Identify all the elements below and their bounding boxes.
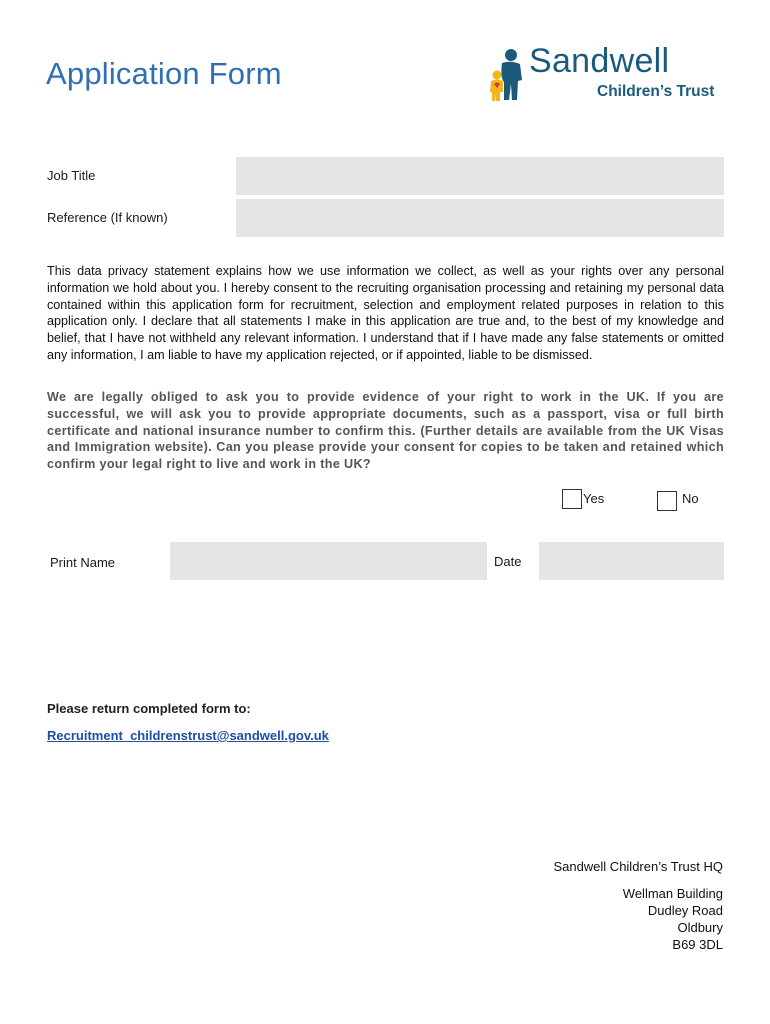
- sandwell-childrens-trust-logo: [486, 42, 726, 104]
- return-instruction: Please return completed form to:: [47, 701, 251, 716]
- right-to-work-statement: We are legally obliged to ask you to provide evidence of your right to work in the UK. If you are successful, we will ask you to provide appropriate documents, such as a passport, visa or full birth certificate and national insurance number to confirm this. (Further details are available from the UK Visas and Immigration website). Can you please provide your consent for copies to be taken and retained which confirm your legal right to live and work in the UK?: [47, 390, 724, 472]
- print-name-label: Print Name: [50, 555, 116, 570]
- reference-label: Reference (If known): [47, 210, 168, 225]
- date-label: Date: [494, 554, 522, 569]
- address-line1: Wellman Building: [622, 886, 723, 901]
- consent-no-label: No: [682, 491, 699, 506]
- print-name-field[interactable]: [170, 542, 487, 580]
- family-figures-icon: [486, 48, 526, 102]
- address-line2: Dudley Road: [647, 903, 723, 918]
- logo-subtitle: Children’s Trust: [597, 83, 715, 100]
- address-block: [623, 885, 723, 953]
- page-title: Application Form: [46, 56, 282, 91]
- privacy-statement: This data privacy statement explains how we use information we collect, as well as your rights over any personal information we hold about you. I hereby consent to the recruiting organisation processing and retaining my personal data contained within this application form for recruitment, selection and employment related purposes in relation to this application only. I declare that all statements I make in this application are true and, to the best of my knowledge and belief, that I have not withheld any relevant information. I understand that if I have made any false statements or omitted any information, I am liable to have my application rejected, or if appointed, liable to be dismissed.: [47, 264, 724, 362]
- date-field[interactable]: [539, 542, 724, 580]
- consent-no-checkbox[interactable]: [657, 491, 677, 511]
- address-line3: Oldbury: [677, 920, 723, 935]
- consent-yes-label: Yes: [583, 491, 605, 506]
- job-title-label: Job Title: [47, 168, 96, 183]
- recruitment-email-link[interactable]: Recruitment_childrenstrust@sandwell.gov.uk: [47, 728, 329, 743]
- address-org: Sandwell Children’s Trust HQ: [553, 859, 723, 874]
- consent-yes-checkbox[interactable]: [562, 489, 582, 509]
- logo-name: Sandwell: [529, 42, 670, 80]
- reference-field[interactable]: [236, 199, 724, 237]
- address-postcode: B69 3DL: [672, 937, 723, 952]
- job-title-field[interactable]: [236, 157, 724, 195]
